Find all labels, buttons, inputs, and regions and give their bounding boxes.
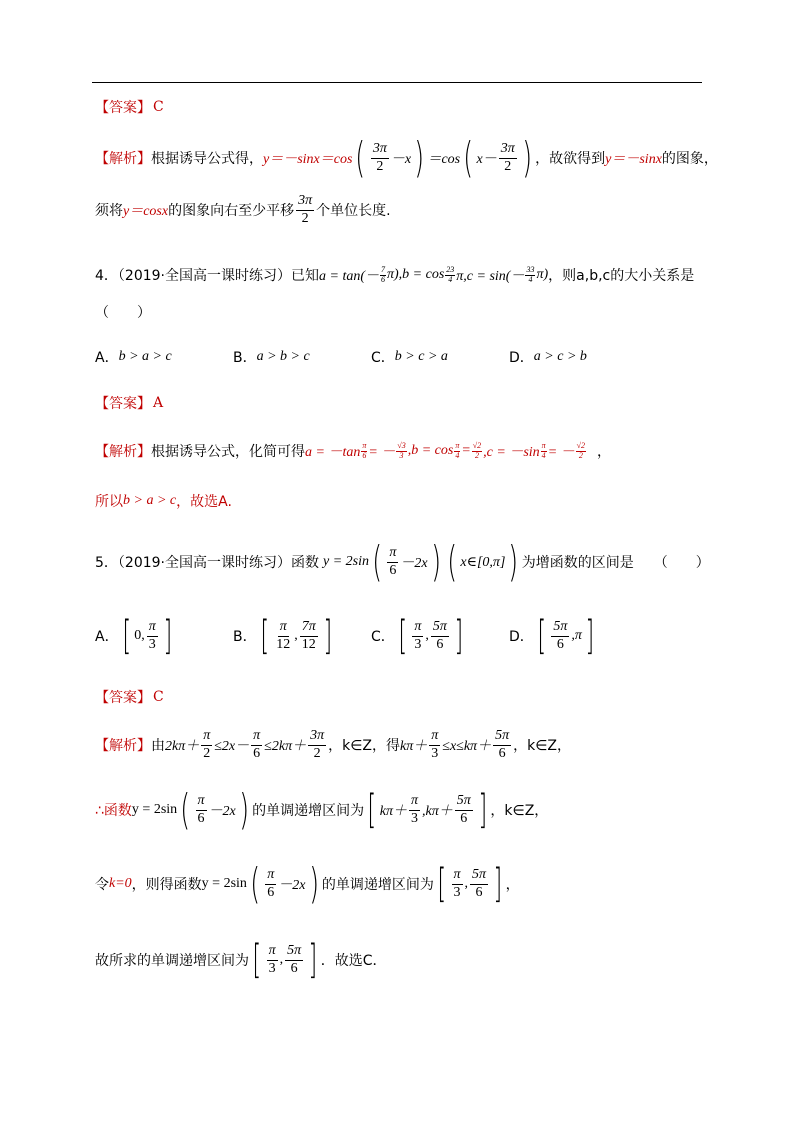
text: 由 xyxy=(151,738,165,754)
bracket-left: [ xyxy=(437,861,447,907)
fraction: $\frac{3\pi}{2}$ xyxy=(298,193,313,226)
text: 个单位长度. xyxy=(316,203,391,219)
q3-analysis-line2 xyxy=(95,192,391,228)
q5-options xyxy=(95,614,598,658)
q5-option-d: D． [ $\frac{5\pi}{6}$ ,π ] xyxy=(509,613,595,659)
text: ．故选C． xyxy=(320,953,387,969)
q5-stem xyxy=(95,537,710,586)
q3-answer-value: C xyxy=(153,99,164,115)
bracket-left: [ xyxy=(367,787,377,833)
bracket-left: [ xyxy=(252,937,262,983)
text: ，k∈Z， xyxy=(490,803,549,819)
text: ，k∈Z， xyxy=(513,738,571,754)
fraction: $\frac{\pi}{6}$ xyxy=(362,441,367,460)
fraction: $\frac{\pi}{3}$ xyxy=(268,943,276,976)
math-expr: y = 2sin xyxy=(323,554,369,569)
paren-left: ( xyxy=(372,537,383,586)
q4-answer-line xyxy=(95,393,163,413)
fraction: $\frac{\pi}{6}$ xyxy=(389,545,397,578)
fraction: $\frac{5\pi}{6}$ xyxy=(456,793,471,826)
q4-analysis-line1 xyxy=(95,438,611,464)
text: 的单调递增区间为 xyxy=(252,803,365,819)
q5-analysis-line1 xyxy=(95,726,571,764)
q3-answer-line xyxy=(95,97,164,117)
paren-left: ( xyxy=(447,537,458,586)
q4-option-d: D． a > c > b xyxy=(509,349,587,366)
fraction: $\frac{5\pi}{6}$ xyxy=(287,943,302,976)
q5-option-c: C． [ $\frac{\pi}{3}$ , $\frac{5\pi}{6}$ ] xyxy=(371,613,464,659)
question-number: 5．（2019·全国高一课时练习）函数 xyxy=(95,555,319,571)
fraction: $\frac{\pi}{6}$ xyxy=(267,867,275,900)
answer-blank: （ ） xyxy=(95,305,151,321)
answer-label: 【答案】 xyxy=(95,396,151,412)
q4-option-b: B． a > b > c xyxy=(233,349,310,366)
math-expr: = － xyxy=(547,445,575,460)
text: ， xyxy=(597,444,612,460)
math-expr: ＝cos xyxy=(427,152,461,167)
math-expr: 2kπ＋ xyxy=(165,739,200,754)
math-expr: b > a > c xyxy=(123,493,177,508)
comma: , xyxy=(464,876,469,891)
fraction: $\frac{\pi}{4}$ xyxy=(541,441,546,460)
math-expr: y＝－sinx＝cos xyxy=(263,152,353,167)
q4-conclusion xyxy=(95,491,232,511)
fraction: $\frac{\pi}{3}$ xyxy=(453,867,461,900)
fraction: $\frac{7}{6}$ xyxy=(381,265,385,284)
math-expr: = － xyxy=(368,445,396,460)
paren-left: ( xyxy=(250,859,261,908)
math-expr: a = －tan xyxy=(305,445,361,460)
text: ，故欲得到 xyxy=(535,151,606,167)
bracket-right: ] xyxy=(478,787,487,833)
q4-option-c: C． b > c > a xyxy=(371,349,448,366)
text: 的单调递增区间为 xyxy=(321,877,434,893)
fraction: $\frac{3\pi}{2}$ xyxy=(372,141,387,174)
fraction: $\frac{\pi}{6}$ xyxy=(253,728,261,761)
q4-answer-value: A xyxy=(153,395,164,411)
q5-analysis-line4 xyxy=(95,937,387,983)
q5-analysis-line3 xyxy=(95,859,520,908)
fraction: $\frac{23}{4}$ xyxy=(446,265,455,284)
fraction: $\frac{3\pi}{2}$ xyxy=(500,141,515,174)
paren-right: ) xyxy=(308,859,319,908)
analysis-label: 【解析】 xyxy=(95,151,151,167)
math-expr: －x xyxy=(390,152,412,167)
analysis-label: 【解析】 xyxy=(95,444,151,460)
text: 须将 xyxy=(95,203,123,219)
fraction: $\frac{√3}{3}$ xyxy=(397,441,406,460)
text: 为增函数的区间是 xyxy=(521,555,634,571)
paren-left: ( xyxy=(355,133,366,182)
math-expr: y＝－sinx xyxy=(605,152,662,167)
math-expr: x－ xyxy=(476,152,497,167)
q5-answer-value: C xyxy=(153,689,164,705)
text: 的图象， xyxy=(661,151,718,167)
math-expr: x∈[0,π] xyxy=(460,554,506,570)
math-expr: ,b = cos xyxy=(407,443,454,458)
text: 的图象向右至少平移 xyxy=(168,203,295,219)
math-expr: ≤x≤kπ＋ xyxy=(442,739,492,754)
math-expr: ,c = －sin xyxy=(483,445,540,460)
fraction: $\frac{\pi}{2}$ xyxy=(203,728,211,761)
q4-stem xyxy=(95,264,694,286)
answer-label: 【答案】 xyxy=(95,100,151,116)
paren-right: ) xyxy=(239,785,249,834)
paren-left: ( xyxy=(463,133,474,182)
text: ，则a,b,c的大小关系是 xyxy=(548,268,695,284)
paren-right: ) xyxy=(522,133,532,182)
paren-left: ( xyxy=(180,785,191,834)
text: ， xyxy=(505,877,520,893)
math-expr: kπ＋ xyxy=(379,804,408,819)
q5-analysis-line2 xyxy=(95,785,549,834)
paren-right: ) xyxy=(508,537,519,586)
fraction: $\frac{√2}{2}$ xyxy=(472,441,482,460)
text: ，故选A. xyxy=(176,494,232,510)
paren-right: ) xyxy=(430,537,441,586)
paren-right: ) xyxy=(414,133,425,182)
fraction: $\frac{\pi}{6}$ xyxy=(197,793,205,826)
q5-option-b: B． [ $\frac{\pi}{12}$ , $\frac{7\pi}{12}$ ] xyxy=(233,613,332,659)
fraction: $\frac{33}{4}$ xyxy=(526,265,535,284)
math-expr: kπ＋ xyxy=(400,739,428,754)
fraction: $\frac{\pi}{3}$ xyxy=(431,728,439,761)
q4-option-a: A． b > a > c xyxy=(95,349,172,366)
math-expr: π,c = sin(－ xyxy=(456,269,525,284)
fraction: $\frac{\pi}{3}$ xyxy=(411,793,419,826)
math-expr: y = 2sin xyxy=(131,802,178,817)
math-expr: －2x xyxy=(400,556,428,571)
text: 所以 xyxy=(95,494,123,510)
text: 令 xyxy=(95,877,109,893)
math-expr: π) xyxy=(536,267,549,282)
header-rule xyxy=(92,82,702,83)
analysis-label: 【解析】 xyxy=(95,738,151,754)
text: 故所求的单调递增区间为 xyxy=(95,953,249,969)
math-expr: ,kπ＋ xyxy=(422,804,453,819)
math-expr: a = tan(－ xyxy=(319,269,379,284)
text: 根据诱导公式，化简可得 xyxy=(151,444,305,460)
comma: , xyxy=(279,952,284,967)
math-expr: = xyxy=(461,443,471,458)
math-expr: π),b = cos xyxy=(387,267,445,282)
question-number: 4．（2019·全国高一课时练习）已知 xyxy=(95,268,319,284)
text: ，k∈Z，得 xyxy=(328,738,401,754)
q3-analysis-line1 xyxy=(95,133,718,182)
math-expr: y = 2sin xyxy=(201,876,247,891)
q4-options xyxy=(95,347,587,367)
fraction: $\frac{3\pi}{2}$ xyxy=(310,728,325,761)
math-expr: －2x xyxy=(278,878,306,893)
q4-blank xyxy=(95,302,151,322)
math-expr: y＝cosx xyxy=(123,204,169,219)
q5-answer-line xyxy=(95,687,164,707)
fraction: $\frac{\pi}{4}$ xyxy=(455,441,460,460)
fraction: $\frac{5\pi}{6}$ xyxy=(472,867,487,900)
bracket-right: ] xyxy=(308,937,318,983)
text: 根据诱导公式得， xyxy=(151,151,263,167)
math-expr: ≤2kπ＋ xyxy=(264,739,307,754)
answer-blank: （ ） xyxy=(653,555,710,571)
fraction: $\frac{√2}{2}$ xyxy=(576,441,586,460)
math-expr: k=0 xyxy=(109,876,132,891)
math-expr: ≤2x－ xyxy=(214,739,250,754)
text: ，则得函数 xyxy=(131,877,202,893)
text: ∴函数 xyxy=(95,803,132,819)
answer-label: 【答案】 xyxy=(95,690,151,706)
bracket-right: ] xyxy=(493,861,503,907)
math-expr: －2x xyxy=(208,804,236,819)
q5-option-a: A． [ 0, $\frac{\pi}{3}$ ] xyxy=(95,613,172,659)
fraction: $\frac{5\pi}{6}$ xyxy=(495,728,510,761)
